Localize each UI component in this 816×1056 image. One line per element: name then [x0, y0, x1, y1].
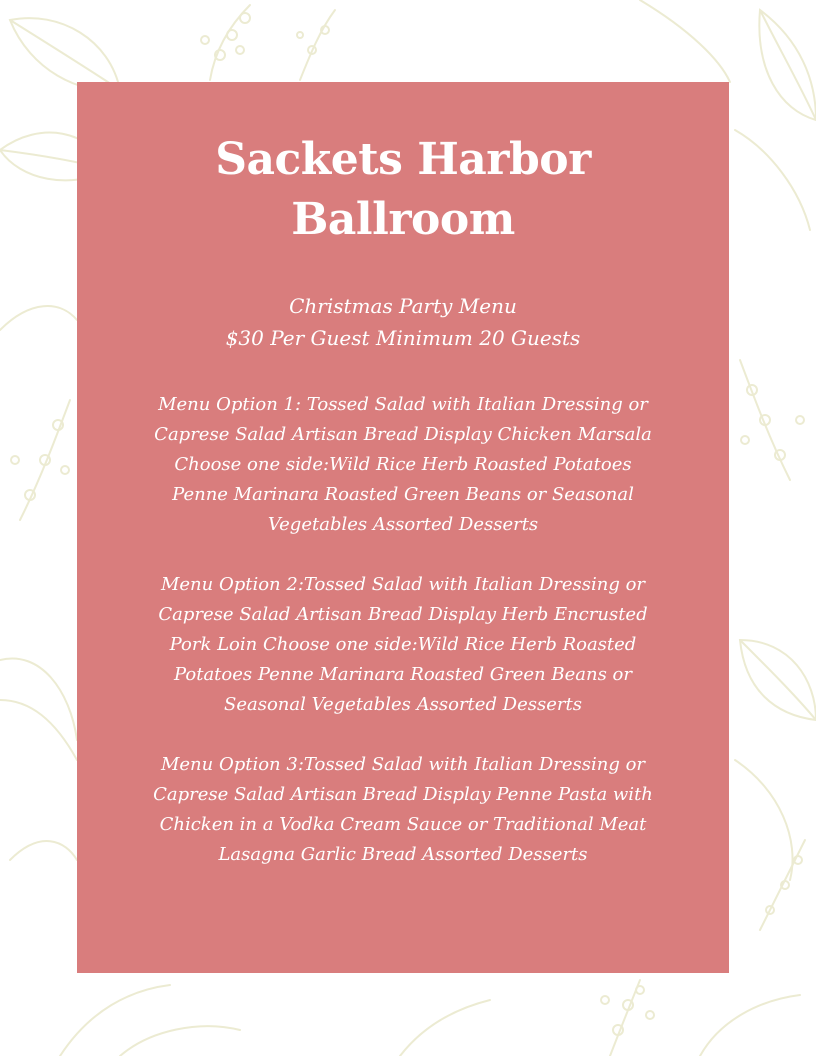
- menu-option-1: Menu Option 1: Tossed Salad with Italian Dressing or Caprese Salad Artisan Bread Display Chicken Marsala Choose one side:Wild Rice Herb Roasted Potatoes Penne Marinara Roasted Green Beans or Seasonal Vegetables Assorted Desserts: [154, 394, 652, 535]
- leaf-icon: [700, 995, 800, 1056]
- menu-card: [77, 82, 729, 973]
- menu-option-2: Menu Option 2:Tossed Salad with Italian Dressing or Caprese Salad Artisan Bread Display Herb Encrusted Pork Loin Choose one side:Wild Rice Herb Roasted Potatoes Penne Marinara Roasted Green Beans or Seasonal Vegetables Assorted Desserts: [158, 574, 648, 715]
- page-title: Sackets Harbor Ballroom: [215, 134, 591, 245]
- leaf-icon: [640, 0, 730, 82]
- leaf-icon: [10, 841, 77, 860]
- menu-option-3: Menu Option 3:Tossed Salad with Italian Dressing or Caprese Salad Artisan Bread Display Penne Pasta with Chicken in a Vodka Cream Sauce or Traditional Meat Lasagna Garlic Bread Assorted Desserts: [153, 754, 653, 865]
- seed-stem-icon: [210, 5, 250, 80]
- seed-stem-icon: [20, 400, 70, 520]
- seed-stem-icon: [740, 360, 790, 480]
- leaf-icon: [60, 985, 170, 1056]
- menu-subtitle: Christmas Party Menu: [289, 294, 517, 318]
- flower-icon: [0, 658, 77, 740]
- leaf-icon: [120, 1026, 240, 1056]
- leaf-icon: [735, 760, 793, 880]
- seed-stem-icon: [300, 10, 335, 80]
- leaf-icon: [0, 306, 77, 330]
- seed-stem-icon: [760, 840, 805, 930]
- price-line: $30 Per Guest Minimum 20 Guests: [225, 326, 581, 350]
- menu-options-list: [137, 390, 669, 870]
- leaf-icon: [735, 130, 810, 230]
